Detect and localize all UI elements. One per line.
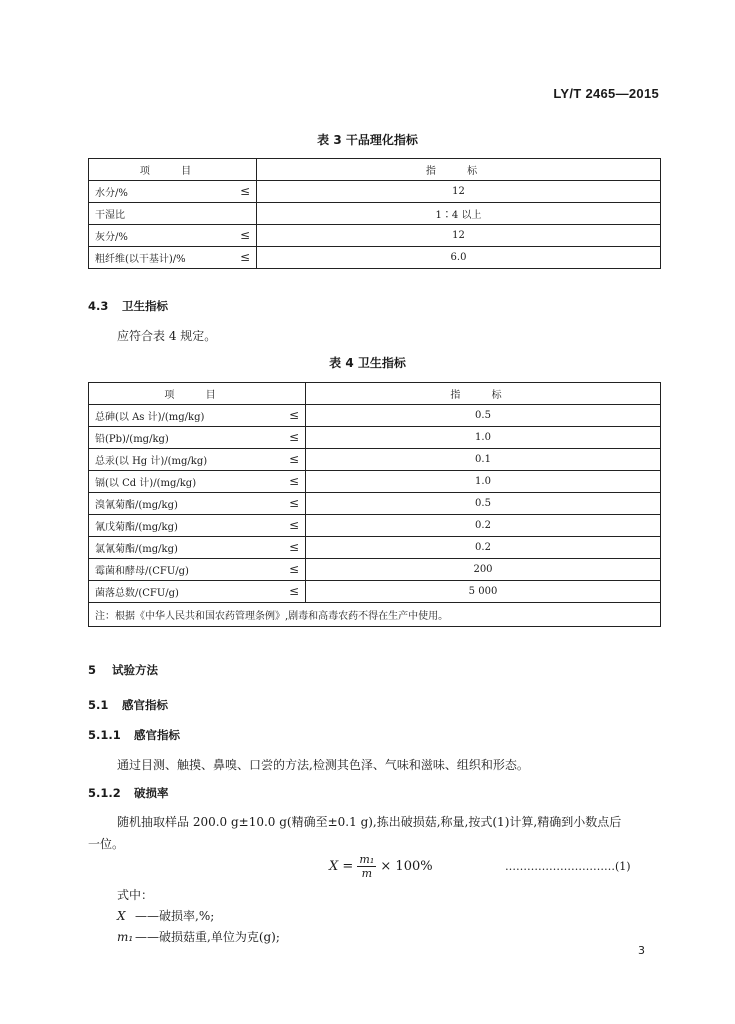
table3-header-item: 项 目	[89, 159, 257, 181]
section-title: 感官指标	[134, 728, 181, 742]
where-item	[117, 928, 280, 945]
value-cell: 0.5	[306, 405, 661, 427]
value-cell: 12	[257, 181, 661, 203]
section-number: 5	[88, 663, 97, 677]
item-label: 水分/%	[95, 188, 128, 199]
table-row	[89, 515, 661, 537]
le-symbol: ≤	[239, 250, 250, 264]
le-symbol: ≤	[288, 430, 299, 444]
section-5-1-2-text-line2: 一位。	[88, 837, 125, 851]
item-label: 菌落总数/(CFU/g)	[95, 588, 179, 599]
section-title: 破损率	[134, 786, 169, 800]
table4-header-value: 指 标	[306, 383, 661, 405]
item-label: 溴氰菊酯/(mg/kg)	[95, 500, 178, 511]
item-cell	[89, 247, 257, 269]
value-cell: 1∶4 以上	[257, 203, 661, 225]
section-5-1-1-heading	[88, 727, 180, 743]
section-5-1-1-text: 通过目测、触摸、鼻嗅、口尝的方法,检测其色泽、气味和滋味、组织和形态。	[117, 758, 529, 772]
section-number: 4.3	[88, 299, 109, 313]
table3-caption: 表 3 干品理化指标	[317, 133, 418, 147]
standard-code: LY/T 2465—2015	[553, 86, 659, 101]
item-label: 总砷(以 As 计)/(mg/kg)	[95, 412, 205, 423]
item-cell	[89, 203, 257, 225]
item-label: 霉菌和酵母/(CFU/g)	[95, 566, 189, 577]
table4-header-row	[89, 383, 661, 405]
section-5-1-2-heading	[88, 785, 169, 801]
le-symbol: ≤	[288, 408, 299, 422]
item-cell	[89, 225, 257, 247]
table3-header-value: 指 标	[257, 159, 661, 181]
section-5-1-heading	[88, 697, 168, 713]
item-label: 镉(以 Cd 计)/(mg/kg)	[95, 478, 197, 489]
item-cell	[89, 181, 257, 203]
formula-numerator: m₁	[359, 853, 375, 866]
le-symbol: ≤	[239, 228, 250, 242]
item-cell	[89, 537, 306, 559]
value-cell: 0.1	[306, 449, 661, 471]
table4-caption: 表 4 卫生指标	[329, 356, 406, 370]
table-row	[89, 449, 661, 471]
value-cell: 0.5	[306, 493, 661, 515]
item-cell	[89, 405, 306, 427]
section-title: 卫生指标	[122, 299, 169, 313]
item-label: 总汞(以 Hg 计)/(mg/kg)	[95, 456, 208, 467]
where-desc: ——破损率,%;	[135, 909, 215, 923]
item-label: 氰戊菊酯/(mg/kg)	[95, 522, 178, 533]
value-cell: 0.2	[306, 537, 661, 559]
item-cell	[89, 581, 306, 603]
formula-rhs: × 100%	[380, 859, 433, 874]
le-symbol: ≤	[288, 474, 299, 488]
le-symbol: ≤	[288, 562, 299, 576]
section-4-3-text: 应符合表 4 规定。	[117, 329, 217, 343]
le-symbol: ≤	[288, 496, 299, 510]
formula-fraction	[357, 853, 376, 880]
section-number: 5.1.1	[88, 728, 121, 742]
where-title: 式中：	[117, 888, 154, 902]
formula-1	[329, 853, 433, 880]
where-symbol: X	[117, 909, 126, 923]
formula-denominator: m	[361, 867, 373, 880]
section-title: 感官指标	[122, 698, 169, 712]
le-symbol: ≤	[288, 540, 299, 554]
table4-note-row	[89, 603, 661, 627]
section-number: 5.1	[88, 698, 109, 712]
table3	[88, 158, 661, 269]
where-desc: ——破损菇重,单位为克(g);	[135, 930, 280, 944]
le-symbol: ≤	[288, 584, 299, 598]
table-row	[89, 247, 661, 269]
section-number: 5.1.2	[88, 786, 121, 800]
item-cell	[89, 449, 306, 471]
table-row	[89, 225, 661, 247]
table-row	[89, 493, 661, 515]
item-cell	[89, 427, 306, 449]
table-row	[89, 203, 661, 225]
value-cell: 0.2	[306, 515, 661, 537]
item-cell	[89, 559, 306, 581]
formula-lhs: X =	[329, 859, 354, 874]
where-symbol: m₁	[117, 930, 134, 944]
table-row	[89, 405, 661, 427]
page-number: 3	[638, 944, 645, 957]
value-cell: 5 000	[306, 581, 661, 603]
table3-header-row	[89, 159, 661, 181]
value-cell: 200	[306, 559, 661, 581]
value-cell: 6.0	[257, 247, 661, 269]
item-label: 铅(Pb)/(mg/kg)	[95, 434, 169, 445]
value-cell: 1.0	[306, 427, 661, 449]
section-5-1-2-text-line1: 随机抽取样品 200.0 g±10.0 g(精确至±0.1 g),拣出破损菇,称量,按式(1)计算,精确到小数点后	[117, 815, 622, 829]
item-cell	[89, 515, 306, 537]
table4-header-item: 项 目	[89, 383, 306, 405]
table-row	[89, 559, 661, 581]
item-label: 粗纤维(以干基计)/%	[95, 254, 186, 265]
item-cell	[89, 471, 306, 493]
le-symbol: ≤	[239, 184, 250, 198]
table4-note: 注：根据《中华人民共和国农药管理条例》,剧毒和高毒农药不得在生产中使用。	[89, 603, 661, 627]
item-label: 氯氰菊酯/(mg/kg)	[95, 544, 178, 555]
formula-label: …………………………(1)	[505, 860, 631, 873]
section-4-3-heading	[88, 298, 168, 314]
table-row	[89, 427, 661, 449]
table-row	[89, 581, 661, 603]
value-cell: 12	[257, 225, 661, 247]
item-label: 灰分/%	[95, 232, 128, 243]
le-symbol: ≤	[288, 518, 299, 532]
section-5-heading	[88, 662, 158, 678]
table-row	[89, 537, 661, 559]
where-item	[117, 907, 214, 924]
table-row	[89, 471, 661, 493]
table-row	[89, 181, 661, 203]
le-symbol: ≤	[288, 452, 299, 466]
section-title: 试验方法	[112, 663, 159, 677]
item-cell	[89, 493, 306, 515]
value-cell: 1.0	[306, 471, 661, 493]
item-label: 干湿比	[95, 210, 125, 221]
table4	[88, 382, 661, 627]
